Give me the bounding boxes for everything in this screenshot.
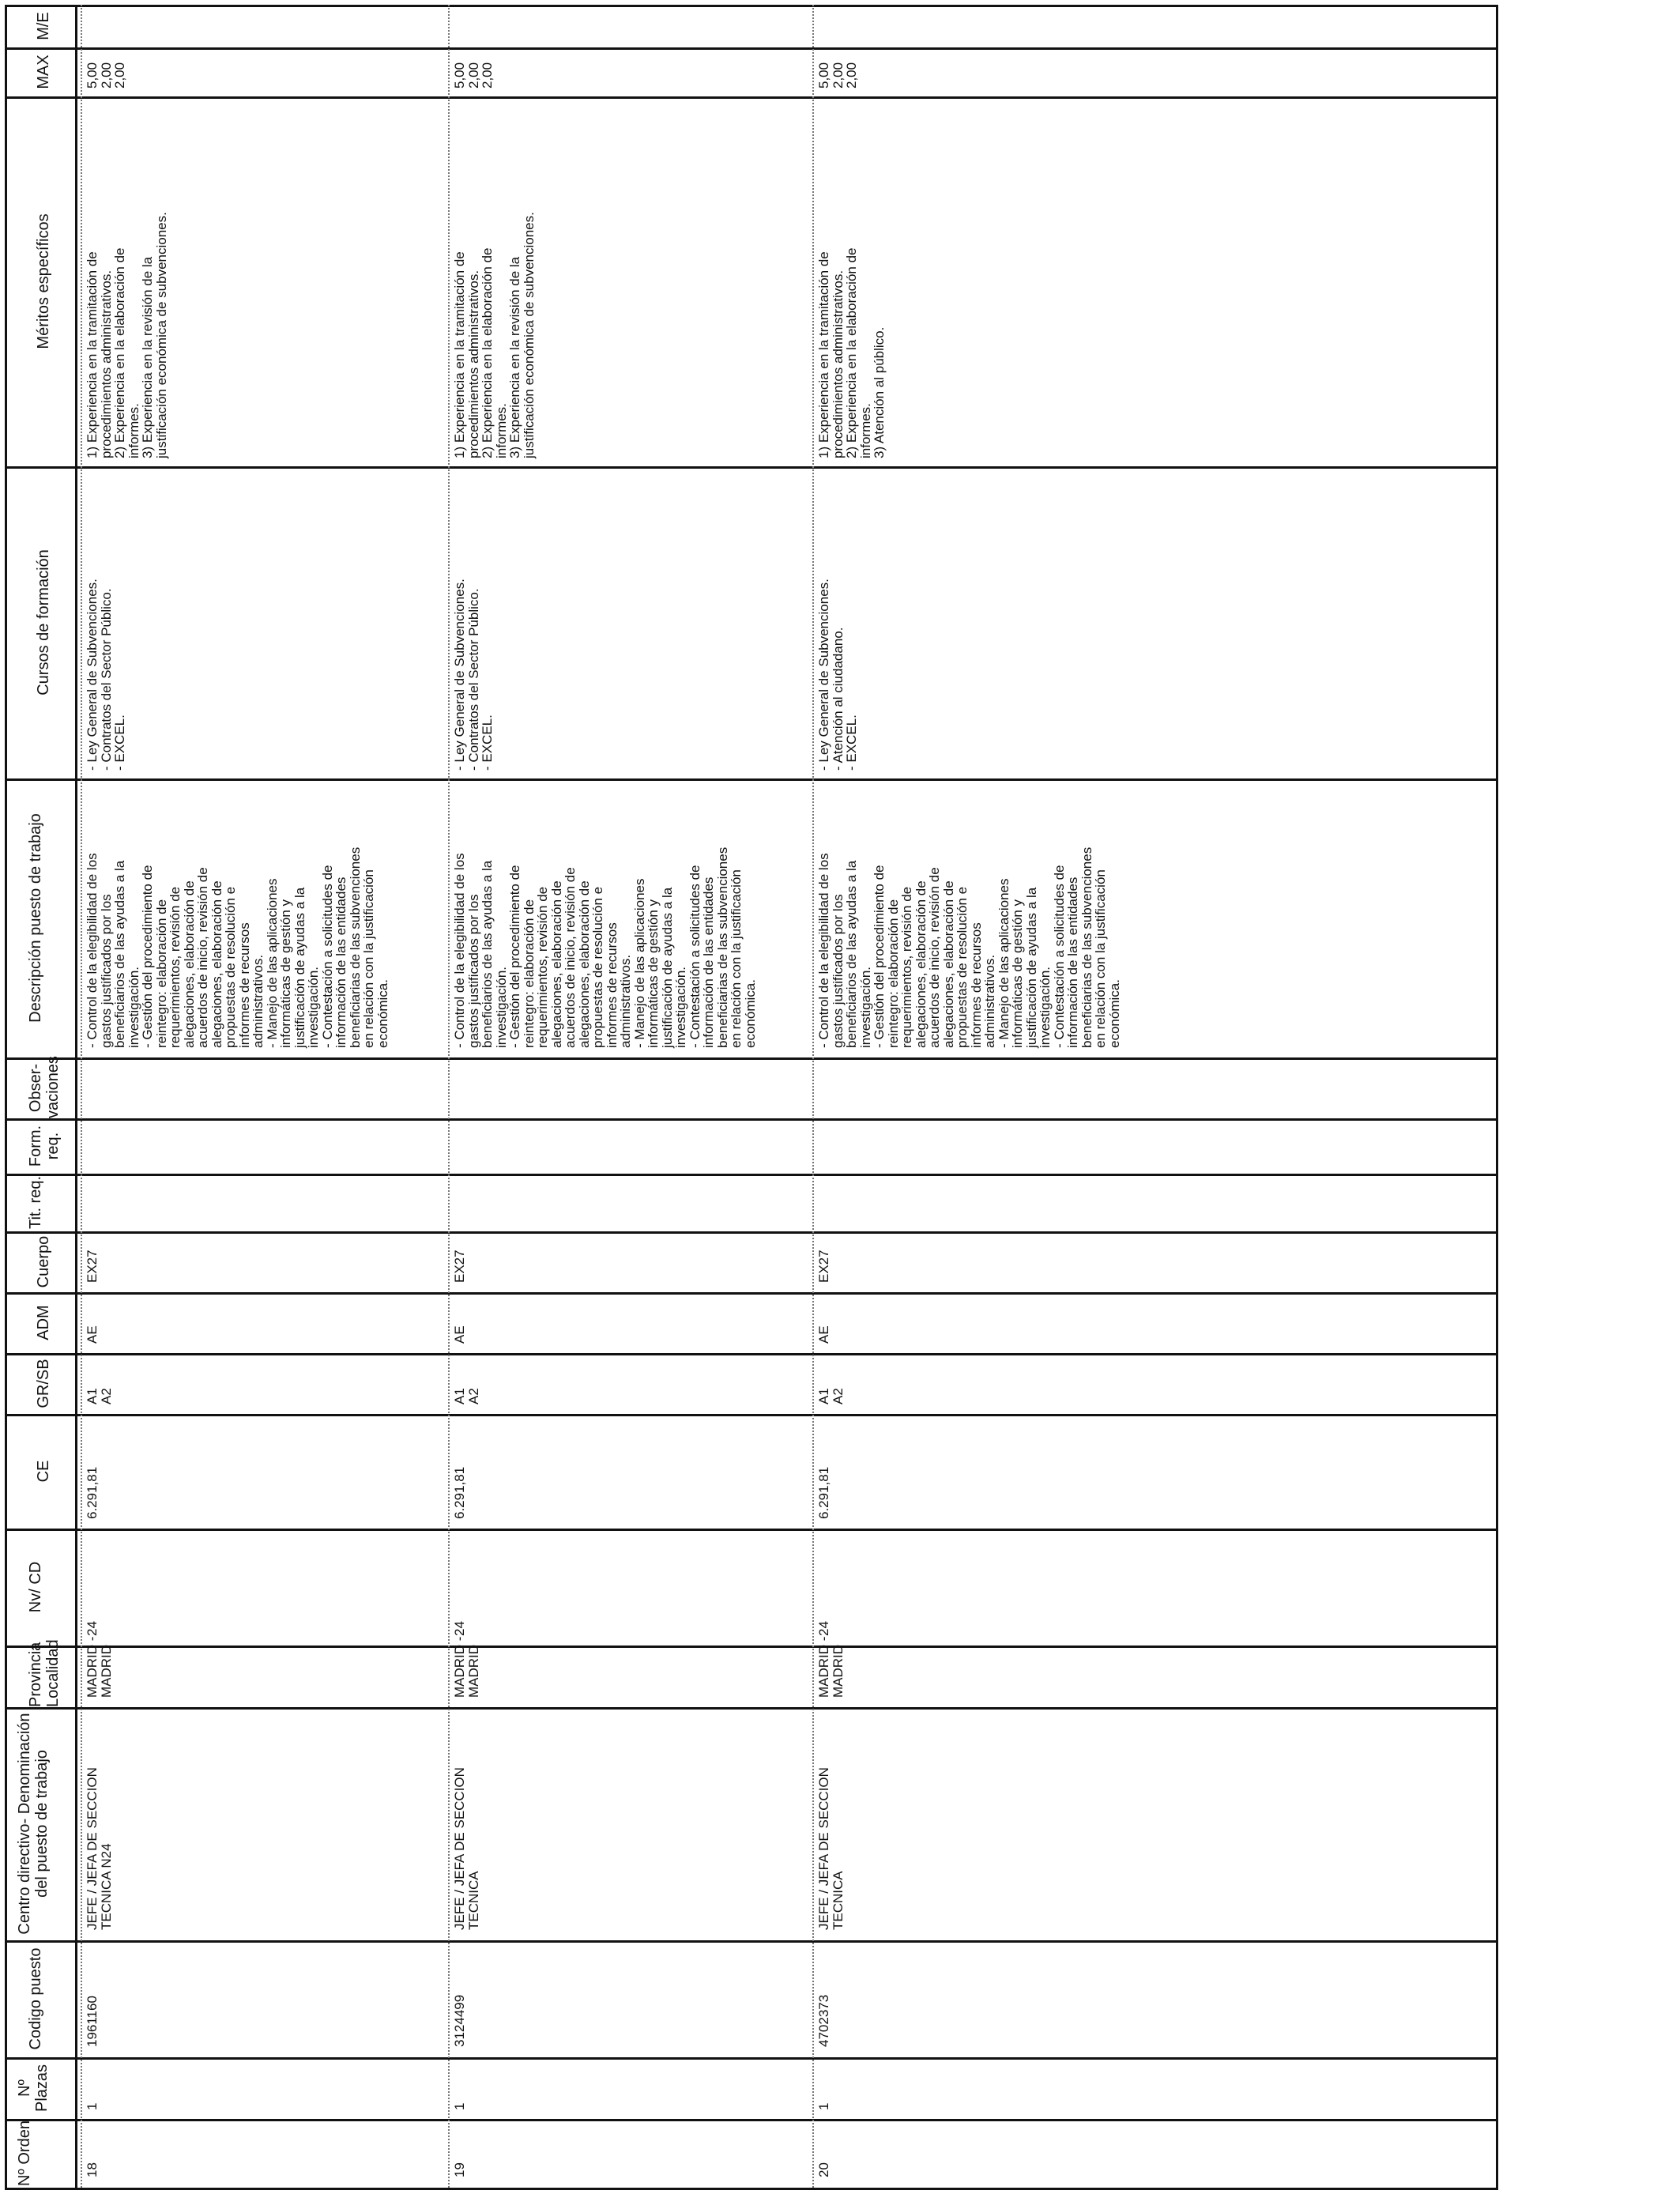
header-adm-label: ADM <box>35 1305 52 1340</box>
descripcion-line: acuerdos de inicio, revisión de <box>563 867 578 1048</box>
meritos-line: 1) Experiencia en la tramitación de <box>85 251 100 458</box>
header-grupo-label: GR/SB <box>35 1359 52 1408</box>
centro-line: JEFE / JEFA DE SECCION <box>452 1767 467 1930</box>
descripcion-line: investigación. <box>857 966 873 1048</box>
cell-orden <box>453 2122 467 2177</box>
descripcion-line: en relación con la justificación <box>361 869 376 1048</box>
frame-right <box>1496 5 1498 2188</box>
row-sep <box>812 5 814 2188</box>
centro-line: TECNICA N24 <box>98 1843 114 1930</box>
cell-nivel <box>85 1533 100 1636</box>
descripcion-line: investigación. <box>673 966 688 1048</box>
cell-provincia <box>452 1636 481 1698</box>
col-sep <box>5 1940 1498 1943</box>
provincia-line: MADRID - <box>452 1636 467 1698</box>
cell-plazas <box>817 2055 831 2110</box>
provincia-line: MADRID <box>465 1644 481 1698</box>
descripcion-line: investigación. <box>1038 966 1053 1048</box>
header-nivel-label: Nv/ CD <box>27 1561 44 1613</box>
orden-line: 18 <box>85 2162 100 2177</box>
descripcion-line: alegaciones, elaboración de <box>913 880 929 1048</box>
col-sep <box>5 1353 1498 1355</box>
meritos-line: justificación económica de subvenciones. <box>153 212 169 458</box>
codigo-line: 3124499 <box>452 1994 467 2047</box>
descripcion-line: beneficiarias de las subvenciones <box>714 846 730 1048</box>
cell-adm <box>85 1292 100 1344</box>
cell-max <box>817 49 859 89</box>
cell-orden <box>817 2122 831 2177</box>
cell-meritos <box>85 99 168 458</box>
adm-line: AE <box>452 1325 467 1344</box>
col-sep <box>5 1646 1498 1648</box>
header-titulacion-label: Tit. req. <box>27 1175 44 1230</box>
orden-line: 19 <box>452 2162 467 2177</box>
max-line: 5,00 <box>816 62 831 89</box>
descripcion-line: requerimientos, revisión de <box>168 886 183 1048</box>
descripcion-line: beneficiarias de las subvenciones <box>1079 846 1094 1048</box>
frame-bottom <box>5 2188 1498 2190</box>
header-descripcion <box>27 778 44 1057</box>
descripcion-line: - Control de la elegibilidad de los <box>452 853 467 1048</box>
cuerpo-line: EX27 <box>452 1250 467 1283</box>
cursos-line: - Atención al ciudadano. <box>830 627 846 771</box>
cell-grupo <box>817 1353 845 1404</box>
header-cuerpo-label: Cuerpo <box>35 1235 52 1288</box>
meritos-line: 2) Experiencia en la elaboración de <box>480 247 495 458</box>
descripcion-line: requerimientos, revisión de <box>899 886 914 1048</box>
cell-plazas <box>453 2055 467 2110</box>
cell-provincia <box>85 1636 114 1698</box>
header-centro <box>16 1707 51 1940</box>
descripcion-line: - Manejo de las aplicaciones <box>996 878 1011 1048</box>
cell-centro <box>817 1705 845 1930</box>
descripcion-line: acuerdos de inicio, revisión de <box>195 867 210 1048</box>
col-sep <box>5 1292 1498 1295</box>
grupo-line: A1 <box>452 1388 467 1404</box>
descripcion-line: beneficiarios de las ayudas a la <box>844 860 859 1048</box>
row-sep <box>81 5 82 2188</box>
descripcion-line: justificación de ayudas a la <box>659 887 675 1048</box>
cuerpo-line: EX27 <box>816 1250 831 1283</box>
descripcion-line: económica. <box>1106 979 1122 1048</box>
descripcion-line: alegaciones, elaboración de <box>940 880 956 1048</box>
max-line: 2,00 <box>465 62 481 89</box>
meritos-line: 2) Experiencia en la elaboración de <box>844 247 859 458</box>
cell-codigo <box>85 1944 100 2047</box>
frame-top <box>5 5 1498 7</box>
max-line: 5,00 <box>452 62 467 89</box>
cursos-line: - EXCEL. <box>480 714 495 771</box>
descripcion-line: informáticas de gestión y <box>1010 899 1025 1048</box>
cell-descripcion <box>817 779 1121 1048</box>
meritos-line: 3) Experiencia en la revisión de la <box>507 256 522 458</box>
nivel-line: 24 <box>816 1621 831 1636</box>
descripcion-line: beneficiarias de las subvenciones <box>347 846 363 1048</box>
col-sep <box>5 1707 1498 1710</box>
descripcion-line: administrativos. <box>618 954 633 1048</box>
descripcion-line: información de las entidades <box>701 876 716 1048</box>
col-sep <box>5 1057 1498 1060</box>
cell-descripcion <box>453 779 757 1048</box>
descripcion-line: gastos justificados por los <box>98 894 114 1048</box>
header-plazas-label: Nº Plazas <box>16 2064 51 2113</box>
provincia-line: MADRID - <box>816 1636 831 1698</box>
descripcion-line: alegaciones, elaboración de <box>181 880 197 1048</box>
cell-ce <box>85 1416 100 1519</box>
meritos-line: justificación económica de subvenciones. <box>521 212 537 458</box>
col-sep <box>5 1414 1498 1416</box>
cell-descripcion <box>85 779 390 1048</box>
cell-cuerpo <box>817 1231 831 1283</box>
meritos-line: informes. <box>126 403 141 458</box>
descripcion-line: en relación con la justificación <box>1093 869 1108 1048</box>
cursos-line: - Contratos del Sector Público. <box>465 588 481 771</box>
header-plazas <box>16 2057 51 2119</box>
cell-nivel <box>817 1533 831 1636</box>
descripcion-line: administrativos. <box>250 954 266 1048</box>
header-nivel <box>27 1529 44 1646</box>
descripcion-line: - Manejo de las aplicaciones <box>264 878 280 1048</box>
cursos-line: - Ley General de Subvenciones. <box>85 579 100 771</box>
descripcion-line: investigación. <box>306 966 321 1048</box>
cursos-line: - Contratos del Sector Público. <box>98 588 114 771</box>
col-sep <box>5 1174 1498 1176</box>
descripcion-line: - Contestación a solicitudes de <box>1051 865 1067 1048</box>
header-titulacion <box>27 1174 44 1231</box>
max-line: 2,00 <box>480 62 495 89</box>
col-sep <box>5 96 1498 99</box>
codigo-line: 1961160 <box>85 1996 100 2047</box>
cell-meritos <box>453 99 536 458</box>
header-ce-label: CE <box>35 1460 52 1483</box>
descripcion-line: - Manejo de las aplicaciones <box>631 878 647 1048</box>
col-sep <box>5 1231 1498 1234</box>
row-sep <box>448 5 450 2188</box>
provincia-line: MADRID - <box>85 1636 100 1698</box>
header-max <box>35 47 52 96</box>
header-ce <box>35 1414 52 1529</box>
meritos-line: 1) Experiencia en la tramitación de <box>452 251 467 458</box>
header-provincia-label: Provincia Localidad <box>27 1639 62 1707</box>
centro-line: JEFE / JEFA DE SECCION <box>816 1767 831 1930</box>
header-cuerpo <box>35 1231 52 1292</box>
descripcion-line: reintegro: elaboración de <box>885 899 901 1048</box>
cell-codigo <box>453 1944 467 2047</box>
descripcion-line: justificación de ayudas a la <box>1023 887 1039 1048</box>
header-max-label: MAX <box>35 55 52 89</box>
header-me-label: M/E <box>35 12 52 40</box>
header-separator <box>75 5 77 2188</box>
grupo-line: A1 <box>816 1388 831 1404</box>
descripcion-line: económica. <box>742 979 758 1048</box>
descripcion-line: reintegro: elaboración de <box>521 899 537 1048</box>
header-formacion <box>27 1118 62 1174</box>
ce-line: 6.291,81 <box>452 1466 467 1519</box>
descripcion-line: informáticas de gestión y <box>278 899 293 1048</box>
header-grupo <box>35 1353 52 1414</box>
cell-meritos <box>817 99 887 458</box>
descripcion-line: requerimientos, revisión de <box>535 886 550 1048</box>
descripcion-line: acuerdos de inicio, revisión de <box>927 867 942 1048</box>
header-orden <box>16 2119 33 2188</box>
cursos-line: - Ley General de Subvenciones. <box>816 579 831 771</box>
frame-left <box>5 5 7 2188</box>
grupo-line: A2 <box>830 1388 846 1404</box>
max-line: 2,00 <box>844 62 859 89</box>
max-line: 2,00 <box>112 62 127 89</box>
cell-plazas <box>85 2055 100 2110</box>
descripcion-line: informes de recursos <box>968 922 984 1048</box>
descripcion-line: alegaciones, elaboración de <box>209 880 224 1048</box>
ce-line: 6.291,81 <box>85 1466 100 1519</box>
cell-grupo <box>85 1353 113 1404</box>
meritos-line: 3) Atención al público. <box>872 326 887 458</box>
col-sep <box>5 2057 1498 2060</box>
nivel-line: 24 <box>452 1621 467 1636</box>
descripcion-line: - Control de la elegibilidad de los <box>816 853 831 1048</box>
descripcion-line: reintegro: elaboración de <box>153 899 169 1048</box>
cell-max <box>453 49 495 89</box>
meritos-line: informes. <box>857 403 873 458</box>
header-observaciones <box>27 1057 62 1118</box>
descripcion-line: - Gestión del procedimiento de <box>507 865 522 1048</box>
nivel-line: 24 <box>85 1621 100 1636</box>
cell-adm <box>453 1292 467 1344</box>
col-sep <box>5 47 1498 50</box>
provincia-line: MADRID <box>98 1644 114 1698</box>
provincia-line: MADRID <box>830 1644 846 1698</box>
max-line: 2,00 <box>830 62 846 89</box>
meritos-line: procedimientos administrativos. <box>830 270 846 458</box>
cell-max <box>85 49 127 89</box>
descripcion-line: - Control de la elegibilidad de los <box>85 853 100 1048</box>
ce-line: 6.291,81 <box>816 1466 831 1519</box>
header-adm <box>35 1292 52 1353</box>
descripcion-line: informes de recursos <box>236 922 252 1048</box>
header-meritos <box>35 96 52 466</box>
header-me <box>35 5 52 47</box>
descripcion-line: información de las entidades <box>333 876 348 1048</box>
cell-provincia <box>816 1636 846 1698</box>
meritos-line: 1) Experiencia en la tramitación de <box>816 251 831 458</box>
descripcion-line: en relación con la justificación <box>729 869 744 1048</box>
adm-line: AE <box>85 1325 100 1344</box>
cuerpo-line: EX27 <box>85 1250 100 1283</box>
grupo-line: A2 <box>98 1388 114 1404</box>
descripcion-line: justificación de ayudas a la <box>292 887 307 1048</box>
meritos-line: 3) Experiencia en la revisión de la <box>140 256 155 458</box>
cell-centro <box>85 1705 113 1930</box>
descripcion-line: alegaciones, elaboración de <box>548 880 564 1048</box>
cell-ce <box>817 1416 831 1519</box>
col-sep <box>5 1529 1498 1531</box>
grupo-line: A2 <box>465 1388 481 1404</box>
plazas-line: 1 <box>816 2102 831 2110</box>
col-sep <box>5 466 1498 469</box>
descripcion-line: propuestas de resolución e <box>590 886 605 1048</box>
meritos-line: 2) Experiencia en la elaboración de <box>112 247 127 458</box>
cell-grupo <box>453 1353 480 1404</box>
descripcion-line: gastos justificados por los <box>465 894 481 1048</box>
header-observaciones-label: Obser- vaciones <box>27 1056 62 1118</box>
header-orden-label: Nº Orden <box>16 2120 33 2186</box>
header-meritos-label: Méritos específicos <box>35 213 52 349</box>
header-codigo <box>27 1940 44 2057</box>
cell-adm <box>817 1292 831 1344</box>
descripcion-line: información de las entidades <box>1065 876 1080 1048</box>
descripcion-line: administrativos. <box>982 954 997 1048</box>
meritos-line: informes. <box>493 403 509 458</box>
orden-line: 20 <box>816 2162 831 2177</box>
header-cursos-label: Cursos de formación <box>35 549 52 696</box>
cursos-line: - Ley General de Subvenciones. <box>452 579 467 771</box>
header-codigo-label: Codigo puesto <box>27 1947 44 2050</box>
plazas-line: 1 <box>85 2102 100 2110</box>
cell-codigo <box>817 1944 831 2047</box>
descripcion-line: económica. <box>375 979 390 1048</box>
cell-cursos <box>453 470 495 771</box>
header-formacion-label: Form. req. <box>27 1125 62 1167</box>
cell-ce <box>453 1416 467 1519</box>
descripcion-line: alegaciones, elaboración de <box>576 880 592 1048</box>
descripcion-line: beneficiarios de las ayudas a la <box>480 860 495 1048</box>
max-line: 5,00 <box>85 62 100 89</box>
cursos-line: - EXCEL. <box>844 714 859 771</box>
descripcion-line: investigación. <box>126 966 141 1048</box>
descripcion-line: - Contestación a solicitudes de <box>319 865 335 1048</box>
max-line: 2,00 <box>98 62 114 89</box>
col-sep <box>5 2119 1498 2121</box>
descripcion-line: gastos justificados por los <box>830 894 846 1048</box>
cell-nivel <box>453 1533 467 1636</box>
cell-centro <box>453 1705 480 1930</box>
col-sep <box>5 1118 1498 1121</box>
cell-orden <box>85 2122 100 2177</box>
header-descripcion-label: Descripción puesto de trabajo <box>27 813 44 1023</box>
cursos-line: - EXCEL. <box>112 714 127 771</box>
cell-cursos <box>85 470 127 771</box>
meritos-line: procedimientos administrativos. <box>465 270 481 458</box>
cell-cursos <box>817 470 859 771</box>
descripcion-line: propuestas de resolución e <box>955 886 970 1048</box>
adm-line: AE <box>816 1325 831 1344</box>
plazas-line: 1 <box>452 2102 467 2110</box>
descripcion-line: informes de recursos <box>604 922 620 1048</box>
descripcion-line: investigación. <box>493 966 509 1048</box>
codigo-line: 4702373 <box>816 1994 831 2047</box>
descripcion-line: informáticas de gestión y <box>646 899 661 1048</box>
meritos-line: procedimientos administrativos. <box>98 270 114 458</box>
cell-cuerpo <box>85 1231 100 1283</box>
descripcion-line: beneficiarios de las ayudas a la <box>112 860 127 1048</box>
header-cursos <box>35 466 52 778</box>
centro-line: TECNICA <box>465 1871 481 1930</box>
descripcion-line: propuestas de resolución e <box>223 886 238 1048</box>
header-provincia <box>27 1639 62 1707</box>
centro-line: TECNICA <box>830 1871 846 1930</box>
descripcion-line: - Contestación a solicitudes de <box>687 865 703 1048</box>
centro-line: JEFE / JEFA DE SECCION <box>85 1767 100 1930</box>
grupo-line: A1 <box>85 1388 100 1404</box>
cell-cuerpo <box>453 1231 467 1283</box>
descripcion-line: - Gestión del procedimiento de <box>140 865 155 1048</box>
header-centro-label: Centro directivo- Denominación del puesto de trabajo <box>16 1713 51 1935</box>
descripcion-line: - Gestión del procedimiento de <box>872 865 887 1048</box>
